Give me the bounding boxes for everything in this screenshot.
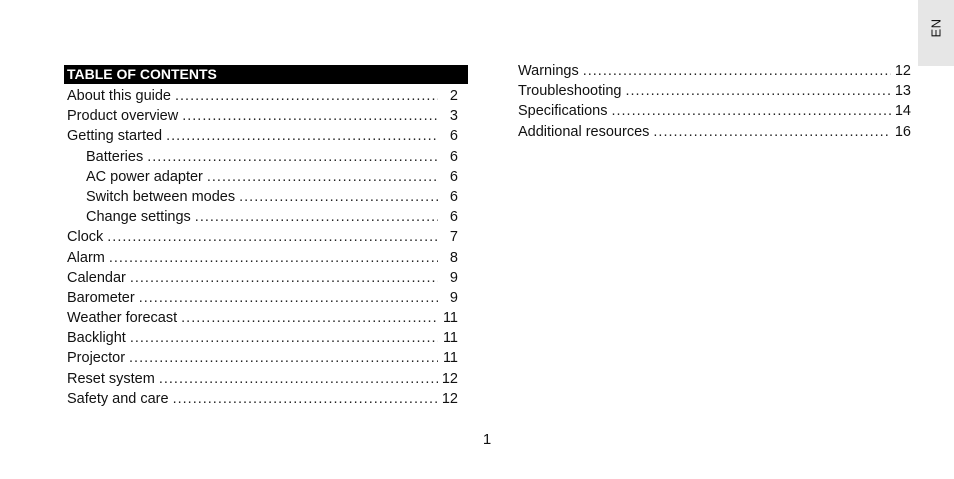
dot-leader <box>130 268 438 288</box>
toc-page-number: 9 <box>449 289 458 306</box>
dot-leader <box>182 106 438 126</box>
dot-leader <box>625 81 890 101</box>
dot-leader <box>195 207 438 227</box>
toc-entry-clock[interactable]: Clock ..... 7 <box>67 227 458 247</box>
dot-leader <box>175 86 438 106</box>
dot-leader <box>129 348 438 368</box>
dot-leader <box>239 187 438 207</box>
toc-page-number: 3 <box>449 108 458 125</box>
language-tab <box>918 0 954 66</box>
dot-leader <box>107 227 438 247</box>
toc-title: TABLE OF CONTENTS <box>64 65 468 84</box>
toc-entry-troubleshooting[interactable]: Troubleshooting ..... 13 <box>518 81 911 101</box>
toc-entry-batteries[interactable]: Batteries ..... 6 <box>67 147 458 167</box>
toc-entry-alarm[interactable]: Alarm ..... 8 <box>67 248 458 268</box>
toc-page-number: 11 <box>442 330 458 347</box>
toc-page-number: 6 <box>449 188 458 205</box>
dot-leader <box>653 122 890 142</box>
dot-leader <box>207 167 438 187</box>
toc-entry-calendar[interactable]: Calendar ..... 9 <box>67 268 458 288</box>
toc-entry-about-this-guide[interactable]: About this guide ..... 2 <box>67 86 458 106</box>
language-tab-label: EN <box>928 18 944 38</box>
toc-entry-getting-started[interactable]: Getting started ..... 6 <box>67 126 458 146</box>
page-number: 1 <box>482 431 492 448</box>
toc-page-number: 6 <box>449 209 458 226</box>
toc-entry-weather-forecast[interactable]: Weather forecast ..... 11 <box>67 308 458 328</box>
toc-page-number: 13 <box>894 83 911 100</box>
toc-entry-backlight[interactable]: Backlight ..... 11 <box>67 328 458 348</box>
dot-leader <box>611 101 890 121</box>
toc-left-column <box>67 86 458 409</box>
toc-entry-ac-power-adapter[interactable]: AC power adapter ..... 6 <box>67 167 458 187</box>
toc-page-number: 6 <box>449 168 458 185</box>
toc-page-number: 9 <box>449 269 458 286</box>
toc-entry-switch-between-modes[interactable]: Switch between modes ..... 6 <box>67 187 458 207</box>
dot-leader <box>109 248 438 268</box>
toc-entry-change-settings[interactable]: Change settings ..... 6 <box>67 207 458 227</box>
toc-page-number: 2 <box>449 88 458 104</box>
toc-entry-reset-system[interactable]: Reset system ..... 12 <box>67 369 458 389</box>
dot-leader <box>159 369 438 389</box>
dot-leader <box>583 61 891 81</box>
dot-leader <box>181 308 438 328</box>
toc-page-number: 6 <box>449 148 458 165</box>
toc-page-number: 12 <box>441 390 458 407</box>
dot-leader <box>139 288 438 308</box>
toc-page-number: 12 <box>894 63 911 79</box>
toc-entry-safety-and-care[interactable]: Safety and care ..... 12 <box>67 389 458 409</box>
dot-leader <box>173 389 438 409</box>
toc-right-column <box>518 61 911 142</box>
toc-page-number: 11 <box>442 310 458 327</box>
toc-entry-projector[interactable]: Projector ..... 11 <box>67 348 458 368</box>
toc-page-number: 16 <box>894 123 911 140</box>
toc-entry-product-overview[interactable]: Product overview ..... 3 <box>67 106 458 126</box>
dot-leader <box>166 126 438 146</box>
toc-entry-barometer[interactable]: Barometer ..... 9 <box>67 288 458 308</box>
dot-leader <box>130 328 438 348</box>
dot-leader <box>147 147 438 167</box>
toc-page-number: 14 <box>894 103 911 120</box>
toc-entry-warnings[interactable]: Warnings ..... 12 <box>518 61 911 81</box>
toc-page-number: 6 <box>449 128 458 145</box>
toc-page-number: 8 <box>449 249 458 266</box>
toc-page-number: 7 <box>449 229 458 246</box>
toc-page-number: 12 <box>441 370 458 387</box>
toc-entry-specifications[interactable]: Specifications ..... 14 <box>518 101 911 121</box>
toc-page-number: 11 <box>442 350 458 367</box>
toc-entry-additional-resources[interactable]: Additional resources ..... 16 <box>518 122 911 142</box>
